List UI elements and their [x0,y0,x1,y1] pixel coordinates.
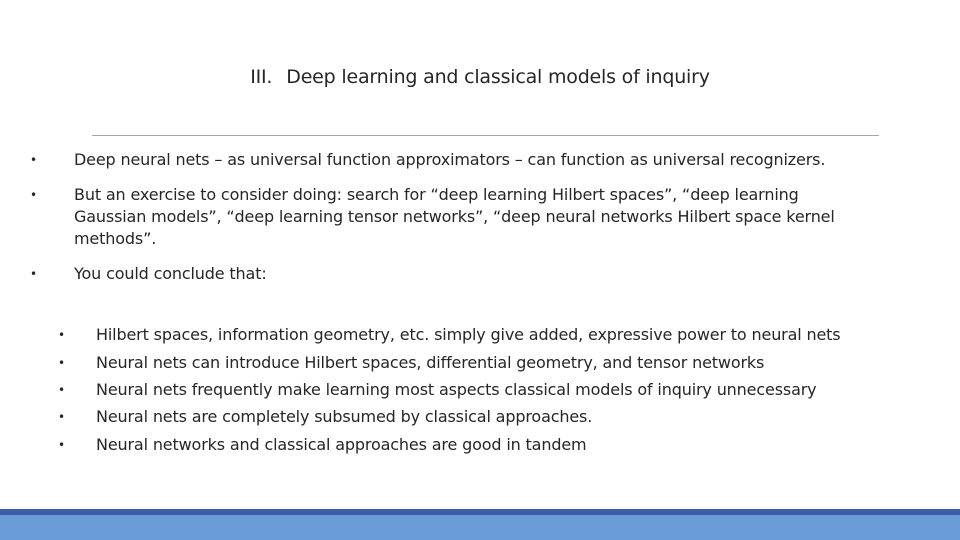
sub-bullet-dot: • [58,438,66,452]
bullet-text: You could conclude that: [74,264,267,283]
title-divider [92,135,879,136]
sub-bullet-text: Neural nets are completely subsumed by classical approaches. [96,407,593,426]
slide-title [0,66,960,88]
sub-bullet-text: Hilbert spaces, information geometry, etc. simply give added, expressive power to neural nets [96,325,841,344]
sub-bullet-dot: • [58,410,66,424]
sub-bullet-text: Neural networks and classical approaches are good in tandem [96,435,587,454]
sub-bullet-dot: • [58,383,66,397]
bullet-text: Deep neural nets – as universal function approximators – can function as universal recognizers. [74,150,826,169]
sub-bullet-text: Neural nets frequently make learning most aspects classical models of inquiry unnecessary [96,380,817,399]
title-text: Deep learning and classical models of inquiry [286,66,710,88]
bullet-dot: • [30,267,38,281]
footer-band-light [0,515,960,540]
sub-bullet-dot: • [58,328,66,342]
sub-bullet-dot: • [58,356,66,370]
bullet-text: But an exercise to consider doing: search for “deep learning Hilbert spaces”, “deep learning Gaussian models”, “deep learning tensor networks”, “deep neural networks Hilbert space kernel methods”. [74,185,835,248]
bullet-dot: • [30,188,38,202]
bullet-dot: • [30,153,38,167]
sub-bullet-text: Neural nets can introduce Hilbert spaces, differential geometry, and tensor networks [96,353,765,372]
title-number: III. [250,66,273,88]
